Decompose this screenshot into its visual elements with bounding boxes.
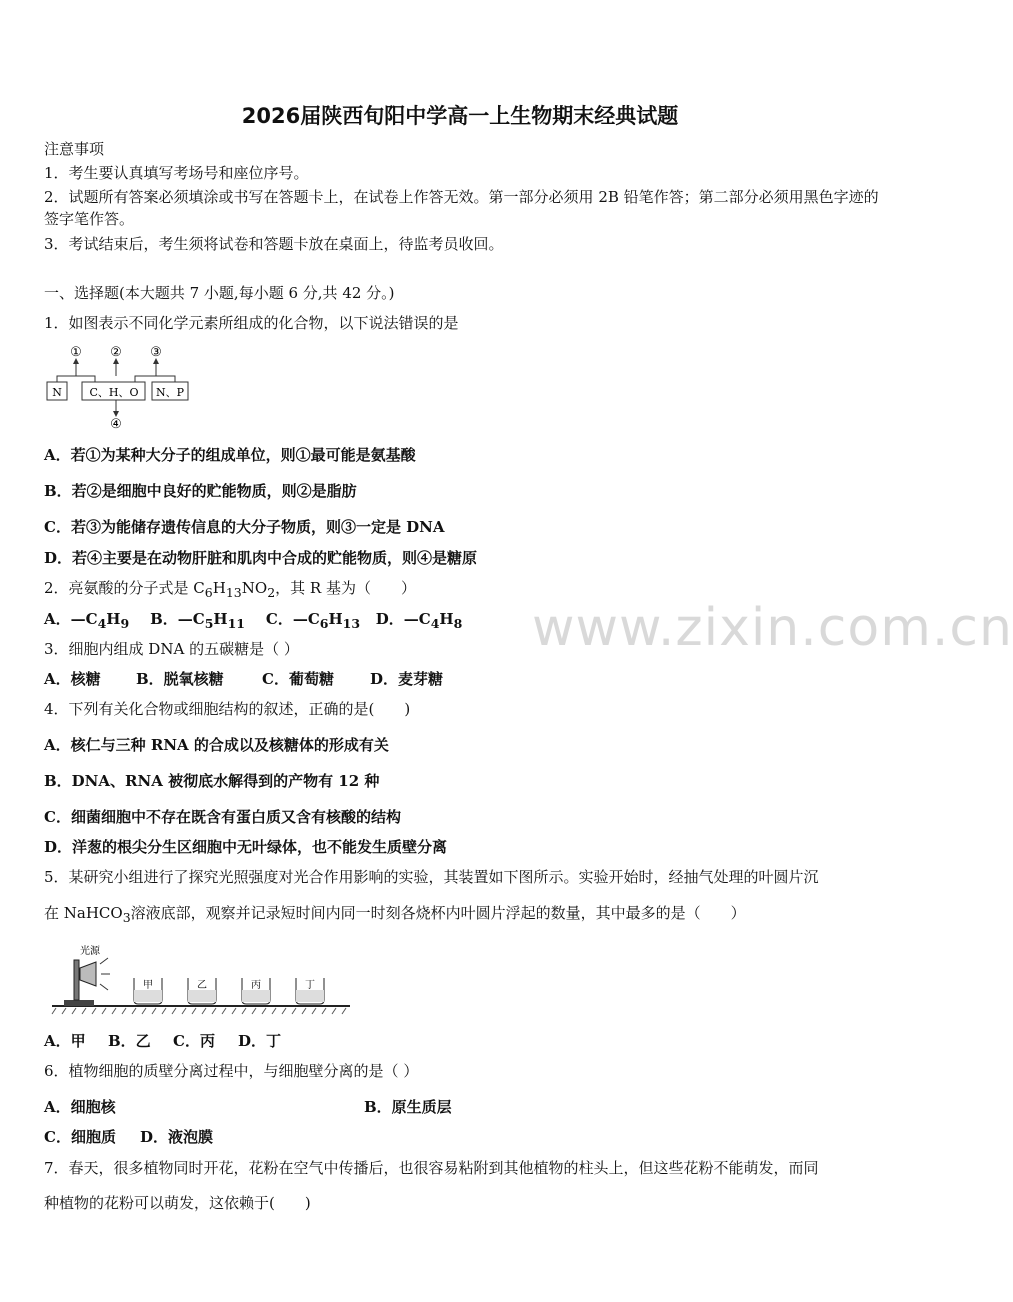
q3-option-d: D．麦芽糖	[370, 670, 444, 688]
lamp-head-icon	[80, 962, 96, 986]
q7-stem-line2: 种植物的花粉可以萌发，这依赖于( )	[44, 1194, 311, 1212]
label-2: ②	[110, 345, 122, 360]
q6-option-d: D．液泡膜	[140, 1128, 214, 1146]
q4-option-a: A．核仁与三种 RNA 的合成以及核糖体的形成有关	[44, 736, 389, 754]
q6-option-c: C．细胞质	[44, 1128, 116, 1146]
q5-option-b: B．乙	[108, 1032, 151, 1050]
svg-text:丙: 丙	[251, 980, 261, 991]
note-item-1: 1．考生要认真填写考场号和座位序号。	[44, 164, 309, 182]
element-compound-diagram	[40, 342, 200, 432]
q4-stem: 4．下列有关化合物或细胞结构的叙述，正确的是( )	[44, 700, 411, 718]
q2-stem: 2．亮氨酸的分子式是 $C_6H_{13}NO_2$，其 R 基为（ ）	[44, 579, 416, 600]
q1-stem: 1．如图表示不同化学元素所组成的化合物，以下说法错误的是	[44, 314, 459, 332]
q6-option-a: A．细胞核	[44, 1098, 116, 1116]
svg-text:C、H、O: C、H、O	[89, 386, 139, 399]
light-source-label: 光源	[80, 946, 100, 957]
beaker-jia	[134, 978, 162, 1004]
q1-option-b: B．若②是细胞中良好的贮能物质，则②是脂肪	[44, 482, 357, 500]
q2-option-d: D．$—C_4H_8$	[375, 610, 463, 631]
beaker-yi	[188, 978, 216, 1004]
q4-option-d: D．洋葱的根尖分生区细胞中无叶绿体，也不能发生质壁分离	[44, 838, 448, 856]
q5-option-c: C．丙	[173, 1032, 215, 1050]
watermark: www.zixin.com.cn	[532, 598, 1013, 658]
q3-option-b: B．脱氧核糖	[136, 670, 224, 688]
q5-stem-line2: 在 NaHCO$_3$溶液底部，观察并记录短时间内同一时刻各烧杯内叶圆片浮起的数量，其中最多的是（ ）	[44, 904, 746, 925]
q5-option-a: A．甲	[44, 1032, 86, 1050]
section-heading: 一、选择题(本大题共 7 小题,每小题 6 分,共 42 分。)	[44, 284, 395, 302]
notes-heading: 注意事项	[44, 140, 105, 158]
q1-option-a: A．若①为某种大分子的组成单位，则①最可能是氨基酸	[44, 446, 416, 464]
svg-text:丁: 丁	[305, 980, 315, 991]
svg-text:N: N	[52, 386, 62, 399]
beaker-ding	[296, 978, 324, 1004]
q4-option-c: C．细菌细胞中不存在既含有蛋白质又含有核酸的结构	[44, 808, 401, 826]
q3-stem: 3．细胞内组成 DNA 的五碳糖是（ ）	[44, 640, 299, 658]
q7-stem-line1: 7．春天，很多植物同时开花，花粉在空气中传播后，也很容易粘附到其他植物的柱头上，但这些花粉不能萌发，而同	[44, 1159, 819, 1177]
q3-option-c: C．葡萄糖	[262, 670, 334, 688]
q3-option-a: A．核糖	[44, 670, 101, 688]
svg-text:乙: 乙	[197, 980, 207, 991]
svg-text:甲: 甲	[143, 980, 153, 991]
q1-option-d: D．若④主要是在动物肝脏和肌肉中合成的贮能物质，则④是糖原	[44, 549, 478, 567]
beaker-bing	[242, 978, 270, 1004]
q6-stem: 6．植物细胞的质壁分离过程中，与细胞壁分离的是（ ）	[44, 1062, 419, 1080]
q5-stem-line1: 5．某研究小组进行了探究光照强度对光合作用影响的实验，其装置如下图所示。实验开始时，经抽气处理的叶圆片沉	[44, 868, 819, 886]
q6-option-b: B．原生质层	[364, 1098, 452, 1116]
lamp-base	[64, 1000, 94, 1006]
q2-options	[44, 608, 462, 635]
q2-option-b: B．$—C_5H_{11}$	[150, 610, 245, 631]
q5-option-d: D．丁	[238, 1032, 282, 1050]
q2-option-a: A．$—C_4H_9$	[44, 610, 130, 631]
label-4: ④	[110, 417, 122, 432]
light-experiment-diagram	[50, 942, 355, 1018]
q1-option-c: C．若③为能储存遗传信息的大分子物质，则③一定是 DNA	[44, 518, 445, 536]
q2-option-c: C．$—C_6H_{13}$	[265, 610, 361, 631]
q4-option-b: B．DNA、RNA 被彻底水解得到的产物有 12 种	[44, 772, 380, 790]
page-title: 2026届陕西旬阳中学高一上生物期末经典试题	[241, 104, 679, 128]
label-1: ①	[70, 345, 82, 360]
label-3: ③	[150, 345, 162, 360]
note-item-3: 3．考试结束后，考生须将试卷和答题卡放在桌面上，待监考员收回。	[44, 235, 504, 253]
note-item-2: 2．试题所有答案必须填涂或书写在答题卡上，在试卷上作答无效。第一部分必须用 2B 铅笔作答；第二部分必须用黑色字迹的签字笔作答。	[44, 188, 879, 228]
lamp-stand	[74, 960, 79, 1000]
svg-text:N、P: N、P	[155, 386, 185, 399]
